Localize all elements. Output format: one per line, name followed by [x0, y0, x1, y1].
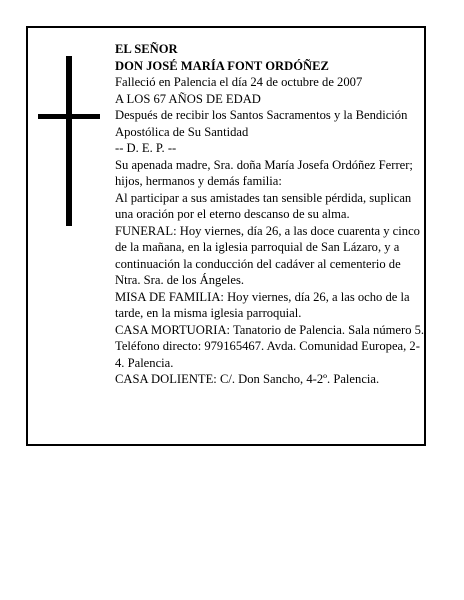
family-mass-details: MISA DE FAMILIA: Hoy viernes, día 26, a las ocho de la tarde, en la misma iglesia parroquial.: [115, 289, 410, 320]
family-line: Su apenada madre, Sra. doña María Josefa Ordóñez Ferrer; hijos, hermanos y demás familia:: [115, 157, 413, 188]
obituary-notice: [26, 26, 426, 446]
cross-horizontal-bar: [38, 114, 100, 119]
prayer-request: Al participar a sus amistades tan sensible pérdida, suplican una oración por el eterno descanso de su alma.: [115, 190, 412, 221]
funeral-home-details: CASA MORTUORIA: Tanatorio de Palencia. Sala número 5. Teléfono directo: 979165467. Avda. Comunidad Europea, 2-4. Palencia.: [115, 322, 425, 370]
notice-title: EL SEÑOR: [115, 42, 178, 56]
rip-line: -- D. E. P. --: [115, 141, 177, 155]
notice-text: [115, 41, 425, 388]
cross-icon: [38, 56, 100, 226]
age-line: A LOS 67 AÑOS DE EDAD: [115, 91, 261, 106]
cross-vertical-bar: [66, 56, 72, 226]
mourning-home-details: CASA DOLIENTE: C/. Don Sancho, 4-2º. Palencia.: [115, 372, 380, 386]
sacraments-line: Después de recibir los Santos Sacramentos y la Bendición Apostólica de Su Santidad: [115, 108, 408, 139]
death-info: Falleció en Palencia el día 24 de octubre de 2007: [115, 75, 363, 89]
deceased-name: DON JOSÉ MARÍA FONT ORDÓÑEZ: [115, 58, 329, 73]
funeral-details: FUNERAL: Hoy viernes, día 26, a las doce cuarenta y cinco de la mañana, en la iglesia parroquial de San Lázaro, y a continuación la conducción del cadáver al cementerio de Ntra. Sra. de los Ángeles.: [115, 223, 420, 287]
